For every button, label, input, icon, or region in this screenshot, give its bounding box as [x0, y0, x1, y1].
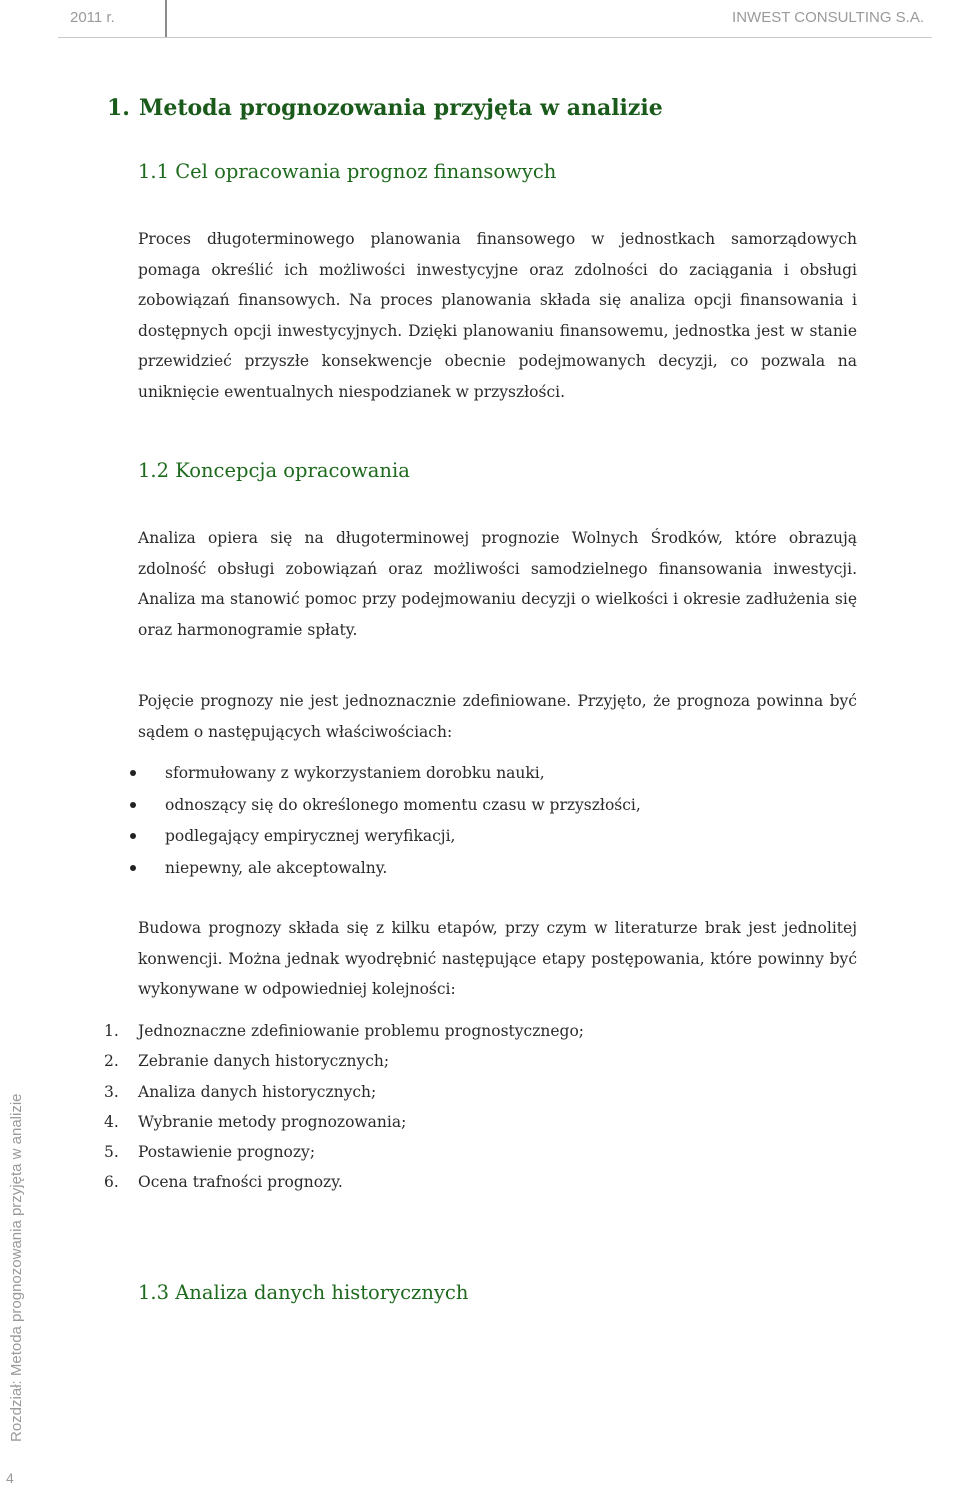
bullet-icon: [130, 802, 136, 808]
paragraph-budowa: Budowa prognozy składa się z kilku etapów, przy czym w literaturze brak jest jednolitej konwencji. Można jednak wyodrębnić następujące etapy postępowania, które powinny być wykonywane w odpowiedniej kolejności:: [138, 919, 857, 998]
list-item: [104, 1046, 824, 1076]
chapter-sidebar-label: Rozdział: Metoda prognozowania przyjęta w analizie: [8, 1093, 25, 1442]
list-item: [128, 758, 848, 790]
list-marker: 3.: [104, 1082, 119, 1101]
list-item-text: Ocena trafności prognozy.: [138, 1173, 343, 1192]
header-divider: [165, 0, 167, 38]
list-item: [104, 1167, 824, 1197]
list-item: [128, 821, 848, 853]
property-list: [128, 758, 848, 884]
list-item-text: podlegający empirycznej weryfikacji,: [165, 827, 456, 845]
list-marker: 6.: [104, 1173, 119, 1192]
list-item-text: Jednoznaczne zdefiniowanie problemu prognostycznego;: [138, 1022, 585, 1040]
list-item: [128, 790, 848, 822]
chapter-number: 1.: [107, 95, 130, 121]
section-heading-1-2: 1.2 Koncepcja opracowania: [138, 459, 410, 482]
header-rule: [58, 37, 932, 38]
list-marker: 2.: [104, 1052, 119, 1071]
list-item-text: niepewny, ale akceptowalny.: [165, 858, 388, 877]
paragraph-cel: Proces długoterminowego planowania finansowego w jednostkach samorządowych pomaga określić ich możliwości inwestycyjne oraz zdolności do zaciągania i obsługi zobowiązań finansowych. Na proces planowania składa się analiza opcji finansowania i dostępnych opcji inwestycyjnych. Dzięki planowaniu finansowemu, jednostka jest w stanie przewidzieć przyszłe konsekwencje obecnie podejmowanych decyzji, co pozwala na uniknięcie ewentualnych niespodzianek w przyszłości.: [138, 230, 857, 401]
list-item: [104, 1107, 824, 1137]
list-item-text: Wybranie metody prognozowania;: [138, 1112, 407, 1131]
header-company: INWEST CONSULTING S.A.: [732, 9, 924, 26]
list-item: [128, 853, 848, 885]
list-marker: 4.: [104, 1112, 119, 1131]
paragraph-pojecie: Pojęcie prognozy nie jest jednoznacznie zdefiniowane. Przyjęto, że prognoza powinna być sądem o następujących właściwościach:: [138, 692, 857, 741]
bullet-icon: [130, 865, 136, 871]
list-item-text: Zebranie danych historycznych;: [138, 1052, 390, 1071]
header-year: 2011 r.: [70, 9, 115, 26]
list-item: [104, 1077, 824, 1107]
list-marker: 1.: [104, 1022, 119, 1040]
list-marker: 5.: [104, 1143, 119, 1162]
list-item: [104, 1137, 824, 1167]
paragraph-koncepcja: Analiza opiera się na długoterminowej prognozie Wolnych Środków, które obrazują zdolność obsługi zobowiązań oraz możliwości samodzielnego finansowania inwestycji. Analiza ma stanowić pomoc przy podejmowaniu decyzji o wielkości i okresie zadłużenia się oraz harmonogramie spłaty.: [138, 529, 857, 639]
bullet-icon: [130, 770, 136, 776]
list-item-text: Postawienie prognozy;: [138, 1143, 316, 1162]
chapter-title: Metoda prognozowania przyjęta w analizie: [139, 95, 663, 121]
list-item: [104, 1016, 824, 1046]
chapter-heading: [107, 95, 663, 121]
list-item-text: odnoszący się do określonego momentu czasu w przyszłości,: [165, 795, 641, 814]
section-heading-1-3: 1.3 Analiza danych historycznych: [138, 1281, 469, 1304]
page-number: 4: [6, 1470, 14, 1486]
steps-list: [104, 1016, 824, 1198]
list-item-text: Analiza danych historycznych;: [138, 1082, 377, 1101]
section-heading-1-1: 1.1 Cel opracowania prognoz finansowych: [138, 160, 557, 183]
bullet-icon: [130, 833, 136, 839]
list-item-text: sformułowany z wykorzystaniem dorobku nauki,: [165, 764, 545, 782]
